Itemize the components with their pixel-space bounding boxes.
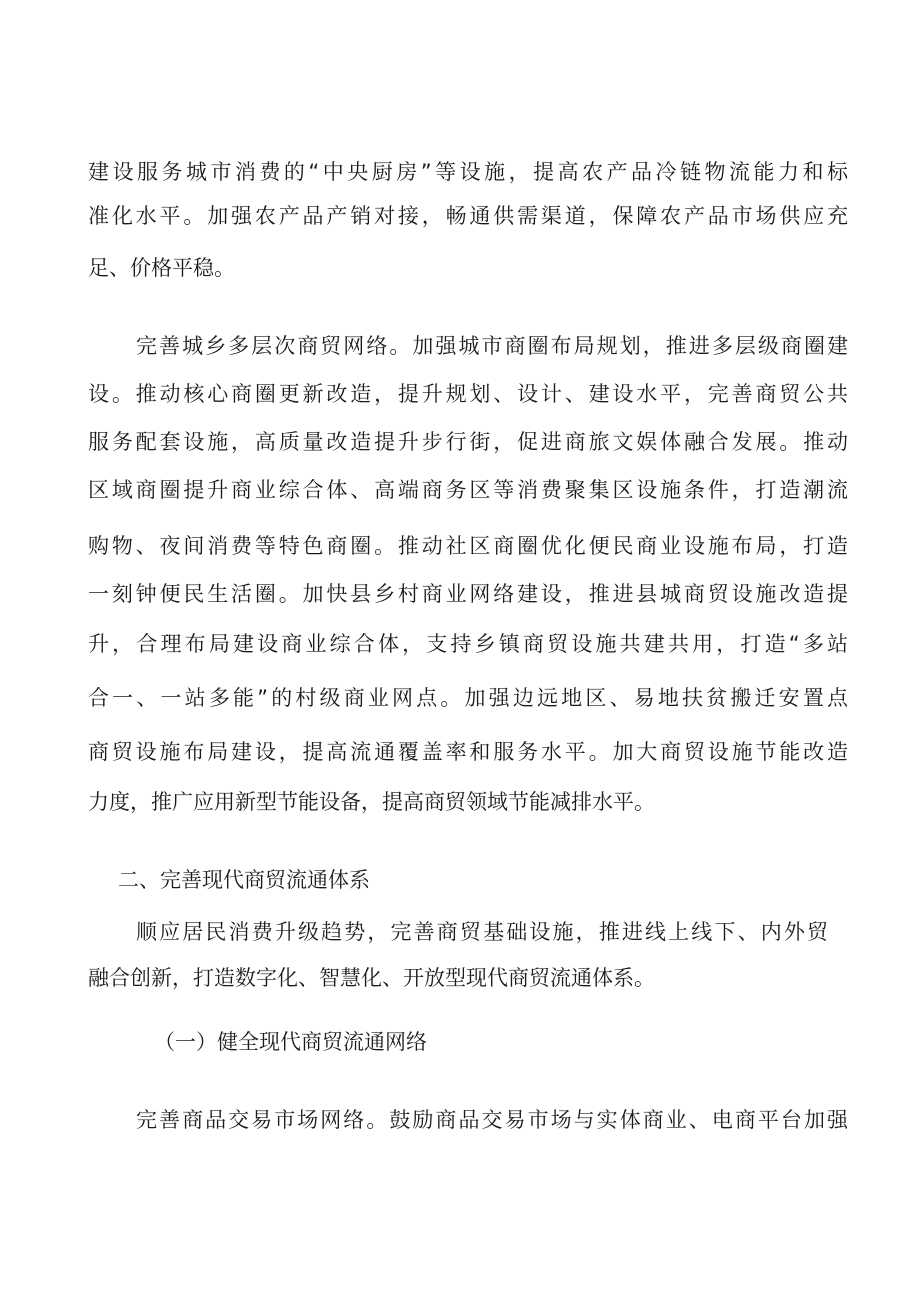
subsection-heading: （一）健全现代商贸流通网络: [154, 1030, 427, 1054]
paragraph-1-line-2: 准化水平。加强农产品产销对接，畅通供需渠道，保障农产品市场供应充: [88, 204, 848, 228]
paragraph-3-line-1: 顺应居民消费升级趋势，完善商贸基础设施，推进线上线下、内外贸: [136, 920, 828, 944]
paragraph-2-line-4: 区域商圈提升商业综合体、高端商务区等消费聚集区设施条件，打造潮流: [88, 478, 848, 502]
paragraph-2-line-3: 服务配套设施，高质量改造提升步行街，促进商旅文娱体融合发展。推动: [88, 430, 848, 454]
paragraph-2-line-6: 一刻钟便民生活圈。加快县乡村商业网络建设，推进县城商贸设施改造提: [88, 582, 848, 606]
paragraph-2-line-10: 力度，推广应用新型节能设备，提高商贸领域节能减排水平。: [88, 790, 655, 814]
paragraph-2-line-8: 合一、一站多能”的村级商业网点。加强边远地区、易地扶贫搬迁安置点: [88, 686, 848, 710]
paragraph-2-line-1: 完善城乡多层次商贸网络。加强城市商圈布局规划，推进多层级商圈建: [136, 334, 848, 358]
paragraph-2-line-9: 商贸设施布局建设，提高流通覆盖率和服务水平。加大商贸设施节能改造: [88, 740, 848, 764]
paragraph-2-line-7: 升，合理布局建设商业综合体，支持乡镇商贸设施共建共用，打造“多站: [88, 632, 848, 656]
paragraph-1-line-1: 建设服务城市消费的“中央厨房”等设施，提高农产品冷链物流能力和标: [88, 160, 848, 184]
paragraph-3-line-2: 融合创新，打造数字化、智慧化、开放型现代商贸流通体系。: [88, 966, 655, 990]
paragraph-1-line-3: 足、价格平稳。: [88, 256, 235, 280]
section-heading: 二、完善现代商贸流通体系: [118, 868, 370, 892]
paragraph-2-line-2: 设。推动核心商圈更新改造，提升规划、设计、建设水平，完善商贸公共: [88, 382, 848, 406]
paragraph-2-line-5: 购物、夜间消费等特色商圈。推动社区商圈优化便民商业设施布局，打造: [88, 534, 848, 558]
paragraph-4-line-1: 完善商品交易市场网络。鼓励商品交易市场与实体商业、电商平台加强: [136, 1108, 848, 1132]
